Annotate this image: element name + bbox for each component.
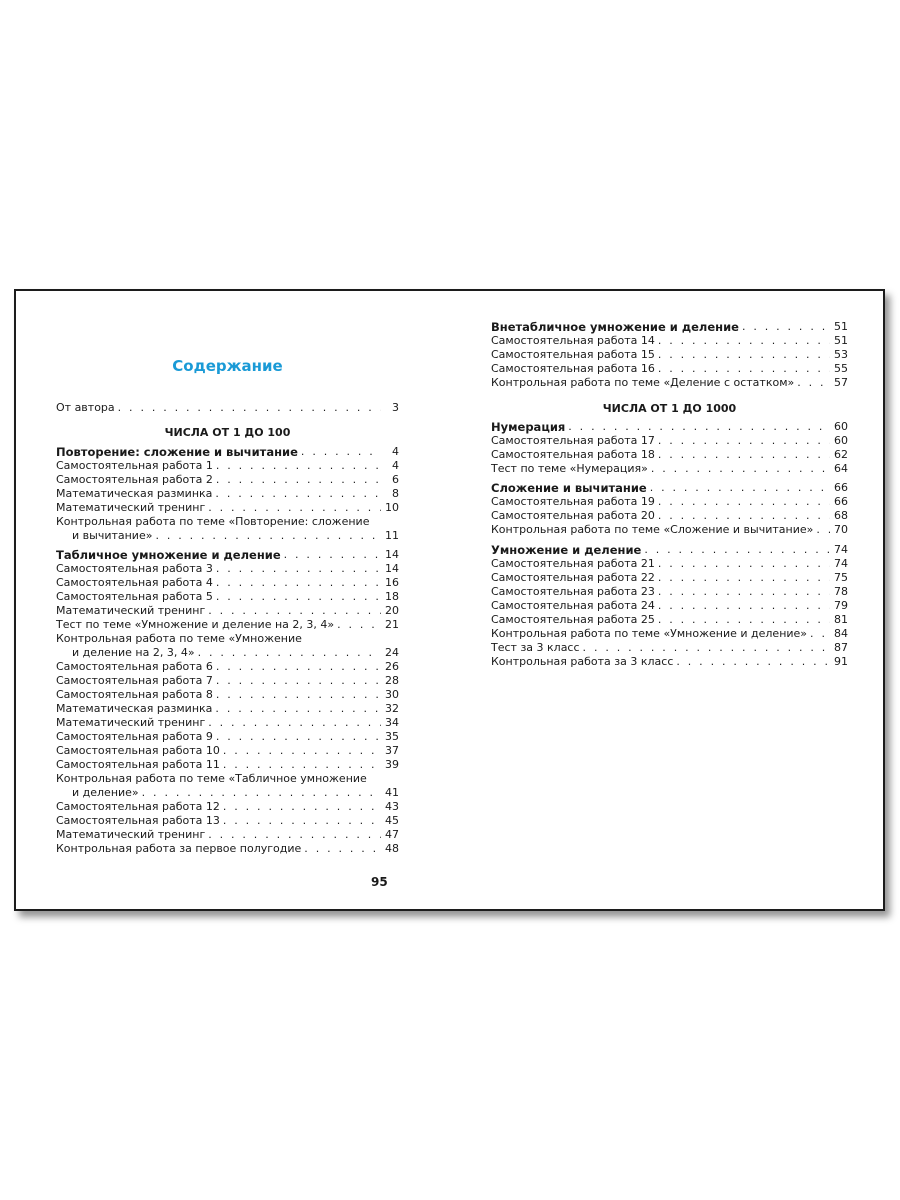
page-ref: 28: [385, 674, 399, 687]
page-ref: 14: [385, 562, 399, 575]
dot-leader: [655, 571, 830, 585]
page-ref: 37: [385, 744, 399, 757]
dot-leader: [195, 646, 381, 660]
dot-leader: [794, 376, 830, 390]
toc-entry: Самостоятельная работа 9 . . . 35: [56, 730, 399, 744]
toc-entry: Математический тренинг . . . 47: [56, 828, 399, 842]
dot-leader: [213, 562, 381, 576]
dot-leader: [213, 576, 381, 590]
dot-leader: [813, 523, 830, 537]
toc-entry: Самостоятельная работа 21 . . . 74: [491, 557, 848, 571]
page-ref: 66: [834, 495, 848, 508]
dot-leader: [655, 509, 830, 523]
page-ref: 70: [834, 523, 848, 536]
page-ref: 66: [834, 481, 848, 494]
dot-leader: [655, 448, 830, 462]
toc-entry: Табличное умножение и деление . . . 14: [56, 548, 399, 562]
page-ref: 14: [385, 548, 399, 561]
toc-entry: Самостоятельная работа 14 . . . 51: [491, 334, 848, 348]
dot-leader: [655, 557, 830, 571]
toc-entry: Самостоятельная работа 17 . . . 60: [491, 434, 848, 448]
page-ref: 4: [392, 445, 399, 458]
page-ref: 79: [834, 599, 848, 612]
page-ref: 74: [834, 557, 848, 570]
section-heading: ЧИСЛА ОТ 1 ДО 1000: [602, 402, 737, 415]
page-title: Содержание: [172, 357, 283, 375]
page-ref: 8: [392, 487, 399, 500]
toc-entry: Самостоятельная работа 8 . . . 30: [56, 688, 399, 702]
page-ref: 32: [385, 702, 399, 715]
dot-leader: [213, 660, 381, 674]
book-spread: [14, 289, 885, 911]
toc-entry: и деление» . . . 41: [56, 786, 399, 800]
page-ref: 6: [392, 473, 399, 486]
dot-leader: [807, 627, 830, 641]
dot-leader: [281, 548, 381, 562]
toc-entry: и вычитание» . . . 11: [56, 529, 399, 543]
dot-leader: [213, 674, 381, 688]
dot-leader: [152, 529, 381, 543]
toc-entry: Контрольная работа по теме «Табличное умножение: [56, 772, 367, 785]
page-ref: 60: [834, 434, 848, 447]
dot-leader: [213, 473, 381, 487]
toc-entry: Повторение: сложение и вычитание . . . 4: [56, 445, 399, 459]
page-ref: 60: [834, 420, 848, 433]
page-ref: 16: [385, 576, 399, 589]
toc-entry: Самостоятельная работа 6 . . . 26: [56, 660, 399, 674]
page-ref: 87: [834, 641, 848, 654]
page-ref: 51: [834, 320, 848, 333]
dot-leader: [673, 655, 830, 669]
dot-leader: [655, 599, 830, 613]
page-ref: 55: [834, 362, 848, 375]
toc-entry: Самостоятельная работа 20 . . . 68: [491, 509, 848, 523]
page-ref: 26: [385, 660, 399, 673]
toc-entry: Самостоятельная работа 4 . . . 16: [56, 576, 399, 590]
dot-leader: [220, 744, 381, 758]
page-ref: 3: [392, 401, 399, 414]
toc-entry: Математический тренинг . . . 10: [56, 501, 399, 515]
toc-entry: Внетабличное умножение и деление . . . 51: [491, 320, 848, 334]
page-ref: 64: [834, 462, 848, 475]
toc-entry: Контрольная работа по теме «Повторение: сложение: [56, 515, 370, 528]
page-ref: 53: [834, 348, 848, 361]
page-ref: 45: [385, 814, 399, 827]
page-ref: 47: [385, 828, 399, 841]
toc-entry: Нумерация . . . 60: [491, 420, 848, 434]
dot-leader: [647, 481, 830, 495]
page-ref: 35: [385, 730, 399, 743]
toc-entry: Самостоятельная работа 3 . . . 14: [56, 562, 399, 576]
page-ref: 62: [834, 448, 848, 461]
page-ref: 74: [834, 543, 848, 556]
page-ref: 18: [385, 590, 399, 603]
toc-entry: Самостоятельная работа 16 . . . 55: [491, 362, 848, 376]
page-ref: 4: [392, 459, 399, 472]
dot-leader: [655, 613, 830, 627]
toc-entry: Самостоятельная работа 2 . . . 6: [56, 473, 399, 487]
toc-entry: Тест за 3 класс . . . 87: [491, 641, 848, 655]
dot-leader: [655, 362, 830, 376]
dot-leader: [220, 758, 381, 772]
page-number: 95: [371, 875, 388, 889]
dot-leader: [212, 487, 381, 501]
dot-leader: [301, 842, 381, 856]
dot-leader: [641, 543, 830, 557]
toc-entry: Самостоятельная работа 18 . . . 62: [491, 448, 848, 462]
toc-entry: Контрольная работа за первое полугодие . . . 48: [56, 842, 399, 856]
toc-entry: Контрольная работа по теме «Сложение и вычитание» . . . 70: [491, 523, 848, 537]
toc-entry: Самостоятельная работа 12 . . . 43: [56, 800, 399, 814]
dot-leader: [655, 585, 830, 599]
page-ref: 10: [385, 501, 399, 514]
dot-leader: [205, 604, 381, 618]
dot-leader: [739, 320, 830, 334]
toc-entry: Контрольная работа по теме «Деление с остатком» . . . 57: [491, 376, 848, 390]
dot-leader: [655, 348, 830, 362]
page-ref: 75: [834, 571, 848, 584]
toc-entry: Контрольная работа по теме «Умножение и деление» . . . 84: [491, 627, 848, 641]
page-ref: 68: [834, 509, 848, 522]
dot-leader: [139, 786, 381, 800]
page-ref: 30: [385, 688, 399, 701]
dot-leader: [213, 730, 381, 744]
dot-leader: [213, 590, 381, 604]
toc-entry: Самостоятельная работа 13 . . . 45: [56, 814, 399, 828]
toc-entry: Тест по теме «Нумерация» . . . 64: [491, 462, 848, 476]
toc-entry: Контрольная работа по теме «Умножение: [56, 632, 302, 645]
page-ref: 91: [834, 655, 848, 668]
dot-leader: [580, 641, 830, 655]
toc-entry: Сложение и вычитание . . . 66: [491, 481, 848, 495]
page-ref: 43: [385, 800, 399, 813]
toc-entry: Самостоятельная работа 19 . . . 66: [491, 495, 848, 509]
dot-leader: [213, 688, 381, 702]
toc-entry: Самостоятельная работа 11 . . . 39: [56, 758, 399, 772]
page-ref: 24: [385, 646, 399, 659]
dot-leader: [115, 401, 381, 415]
toc-entry: От автора . . . 3: [56, 401, 399, 415]
toc-entry: Самостоятельная работа 1 . . . 4: [56, 459, 399, 473]
toc-entry: Самостоятельная работа 7 . . . 28: [56, 674, 399, 688]
dot-leader: [205, 501, 381, 515]
toc-entry: Самостоятельная работа 25 . . . 81: [491, 613, 848, 627]
page-ref: 41: [385, 786, 399, 799]
dot-leader: [565, 420, 830, 434]
dot-leader: [298, 445, 381, 459]
toc-entry: Математическая разминка . . . 32: [56, 702, 399, 716]
toc-entry: Самостоятельная работа 23 . . . 78: [491, 585, 848, 599]
toc-entry: Самостоятельная работа 5 . . . 18: [56, 590, 399, 604]
page-ref: 34: [385, 716, 399, 729]
page-ref: 78: [834, 585, 848, 598]
toc-entry: и деление на 2, 3, 4» . . . 24: [56, 646, 399, 660]
dot-leader: [212, 702, 381, 716]
dot-leader: [220, 814, 381, 828]
page-ref: 39: [385, 758, 399, 771]
page-ref: 51: [834, 334, 848, 347]
toc-entry: Математическая разминка . . . 8: [56, 487, 399, 501]
toc-entry: Контрольная работа за 3 класс . . . 91: [491, 655, 848, 669]
dot-leader: [220, 800, 381, 814]
page-ref: 57: [834, 376, 848, 389]
toc-entry: Самостоятельная работа 15 . . . 53: [491, 348, 848, 362]
page-ref: 84: [834, 627, 848, 640]
toc-entry: Самостоятельная работа 10 . . . 37: [56, 744, 399, 758]
page-ref: 81: [834, 613, 848, 626]
dot-leader: [655, 334, 830, 348]
dot-leader: [205, 716, 381, 730]
dot-leader: [205, 828, 381, 842]
page-ref: 11: [385, 529, 399, 542]
page-ref: 21: [385, 618, 399, 631]
dot-leader: [655, 434, 830, 448]
page-ref: 20: [385, 604, 399, 617]
toc-entry: Самостоятельная работа 24 . . . 79: [491, 599, 848, 613]
toc-entry: Самостоятельная работа 22 . . . 75: [491, 571, 848, 585]
toc-entry: Тест по теме «Умножение и деление на 2, 3, 4» . . . 21: [56, 618, 399, 632]
dot-leader: [655, 495, 830, 509]
dot-leader: [334, 618, 381, 632]
toc-entry: Математический тренинг . . . 20: [56, 604, 399, 618]
section-heading: ЧИСЛА ОТ 1 ДО 100: [164, 426, 291, 439]
dot-leader: [213, 459, 381, 473]
page-ref: 48: [385, 842, 399, 855]
dot-leader: [648, 462, 830, 476]
toc-entry: Математический тренинг . . . 34: [56, 716, 399, 730]
toc-entry: Умножение и деление . . . 74: [491, 543, 848, 557]
